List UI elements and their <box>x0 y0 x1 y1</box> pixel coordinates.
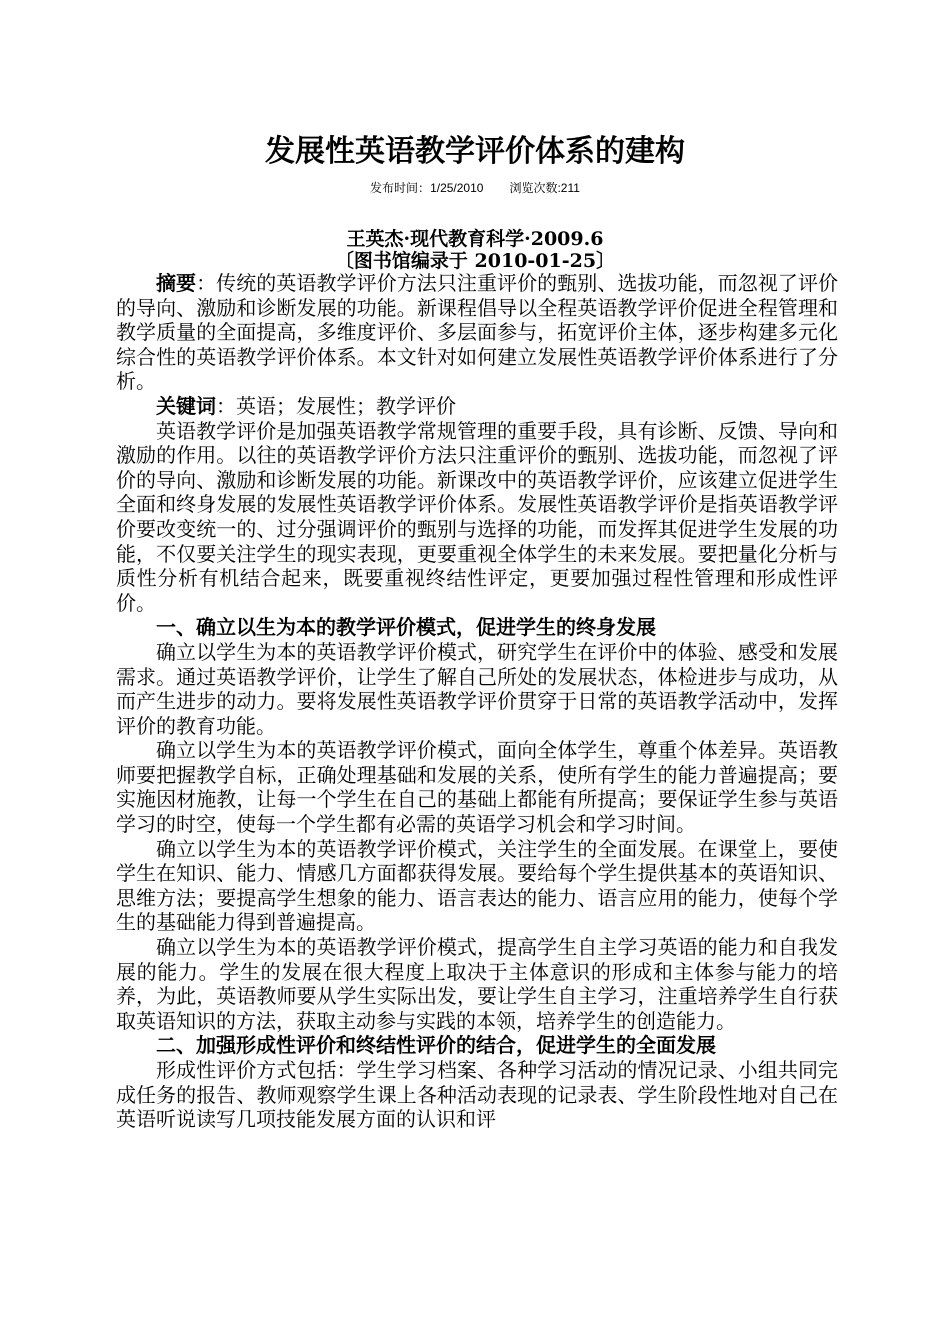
section-heading-1: 一、确立以生为本的教学评价模式，促进学生的终身发展 <box>156 615 656 640</box>
paragraph: 确立以学生为本的英语教学评价模式，研究学生在评价中的体验、感受和发展需求。通过英语教学评价，让学生了解自己所处的发展状态，体检进步与成功，从而产生进步的动力。要将发展性英语教学评价贯穿于日常的英语教学活动中，发挥评价的教育功能。 <box>116 639 838 738</box>
section-heading-2: 二、加强形成性评价和终结性评价的结合，促进学生的全面发展 <box>156 1033 716 1058</box>
keywords-text: ：英语；发展性；教学评价 <box>216 393 456 418</box>
abstract-paragraph <box>116 271 838 394</box>
article-title: 发展性英语教学评价体系的建构 <box>265 134 685 169</box>
keywords-paragraph <box>116 394 838 419</box>
article-meta <box>0 180 950 196</box>
paragraph: 确立以学生为本的英语教学评价模式，关注学生的全面发展。在课堂上，要使学生在知识、能力、情感几方面都获得发展。要给每个学生提供基本的英语知识、思维方法；要提高学生想象的能力、语言表达的能力、语言应用的能力，使每个学生的基础能力得到普遍提高。 <box>116 836 838 935</box>
abstract-text: ：传统的英语教学评价方法只注重评价的甄别、选拔功能，而忽视了评价的导向、激励和诊断发展的功能。新课程倡导以全程英语教学评价促进全程管理和教学质量的全面提高，多维度评价、多层面参与，拓宽评价主体，逐步构建多元化综合性的英语教学评价体系。本文针对如何建立发展性英语教学评价体系进行了分析。 <box>116 271 839 394</box>
author-source: 王英杰·现代教育科学·2009.6 <box>346 228 604 250</box>
intro-paragraph: 英语教学评价是加强英语教学常规管理的重要手段，具有诊断、反馈、导向和激励的作用。以往的英语教学评价方法只注重评价的甄别、选拔功能，而忽视了评价的导向、激励和诊断发展的功能。新课改中的英语教学评价，应该建立促进学生全面和终身发展的发展性英语教学评价体系。发展性英语教学评价是指英语教学评价要改变统一的、过分强调评价的甄别与选择的功能，而发挥其促进学生发展的功能，不仅要关注学生的现实表现，更要重视全体学生的未来发展。要把量化分析与质性分析有机结合起来，既要重视终结性评定，更要加强过程性管理和形成性评价。 <box>116 418 838 615</box>
article-body <box>116 271 838 1132</box>
views-count: 211 <box>560 181 580 195</box>
publish-label: 发布时间： <box>370 181 431 195</box>
catalog-note: 〔图书馆编录于 2010-01-25〕 <box>334 250 616 272</box>
keywords-label: 关键词 <box>156 393 216 418</box>
paragraph: 确立以学生为本的英语教学评价模式，面向全体学生，尊重个体差异。英语教师要把握教学自标，正确处理基础和发展的关系，使所有学生的能力普遍提高；要实施因材施教，让每一个学生在自己的基础上都能有所提高；要保证学生参与英语学习的时空，使每一个学生都有必需的英语学习机会和学习时间。 <box>116 738 838 837</box>
publish-date: 1/25/2010 <box>430 181 484 195</box>
abstract-label: 摘要 <box>156 271 197 295</box>
views-label: 浏览次数: <box>509 181 561 195</box>
paragraph: 形成性评价方式包括：学生学习档案、各种学习活动的情况记录、小组共同完成任务的报告、教师观察学生课上各种活动表现的记录表、学生阶段性地对自己在英语听说读写几项技能发展方面的认识和评 <box>116 1058 838 1132</box>
paragraph: 确立以学生为本的英语教学评价模式，提高学生自主学习英语的能力和自我发展的能力。学生的发展在很大程度上取决于主体意识的形成和主体参与能力的培养，为此，英语教师要从学生实际出发，要让学生自主学习，注重培养学生自行获取英语知识的方法，获取主动参与实践的本领，培养学生的创造能力。 <box>116 935 838 1033</box>
